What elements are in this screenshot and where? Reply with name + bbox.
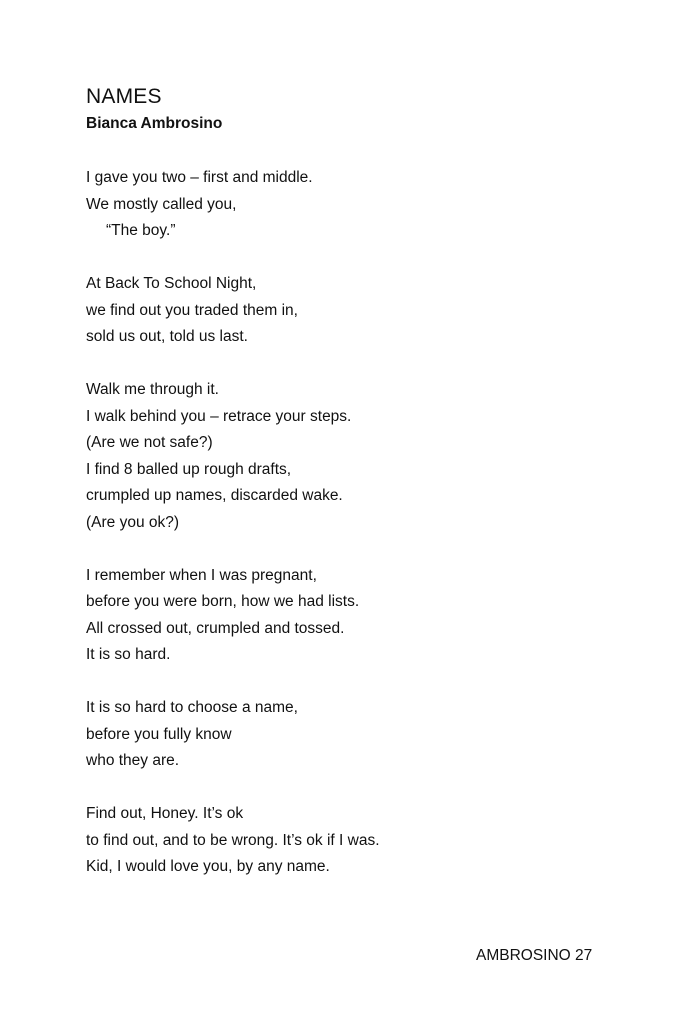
running-footer: AMBROSINO 27	[476, 947, 593, 964]
poem-line: we find out you traded them in,	[86, 301, 298, 319]
stanza-5	[86, 695, 646, 775]
stanza-4	[86, 563, 646, 669]
stanza-2	[86, 271, 646, 351]
poem-line: to find out, and to be wrong. It’s ok if I was.	[86, 831, 380, 849]
poem-author: Bianca Ambrosino	[86, 115, 223, 132]
poem-line: We mostly called you,	[86, 195, 237, 213]
poem-line: “The boy.”	[106, 222, 176, 239]
stanza-3	[86, 377, 646, 536]
poem-line: I gave you two – first and middle.	[86, 169, 313, 186]
poem-line: I find 8 balled up rough drafts,	[86, 460, 292, 478]
stanza-1	[86, 165, 646, 245]
stanza-6	[86, 801, 646, 881]
poem-line: It is so hard to choose a name,	[86, 699, 298, 716]
poem-line: before you fully know	[86, 725, 232, 743]
poem-line: crumpled up names, discarded wake.	[86, 487, 343, 504]
poem-line: who they are.	[86, 752, 180, 769]
poem-title: NAMES	[86, 85, 162, 108]
poem-line: I remember when I was pregnant,	[86, 566, 317, 584]
poem-line: (Are you ok?)	[86, 513, 180, 531]
poem-line: I walk behind you – retrace your steps.	[86, 407, 352, 425]
poem-line: sold us out, told us last.	[86, 328, 248, 345]
poem-line: (Are we not safe?)	[86, 434, 213, 451]
poem-line: All crossed out, crumpled and tossed.	[86, 619, 345, 637]
poem-line: before you were born, how we had lists.	[86, 593, 360, 610]
poem-line: It is so hard.	[86, 646, 171, 663]
poem-line: At Back To School Night,	[86, 275, 257, 292]
poem-line: Kid, I would love you, by any name.	[86, 858, 330, 875]
poem-line: Walk me through it.	[86, 381, 219, 398]
poem-line: Find out, Honey. It’s ok	[86, 805, 244, 822]
poem-page	[86, 82, 646, 907]
